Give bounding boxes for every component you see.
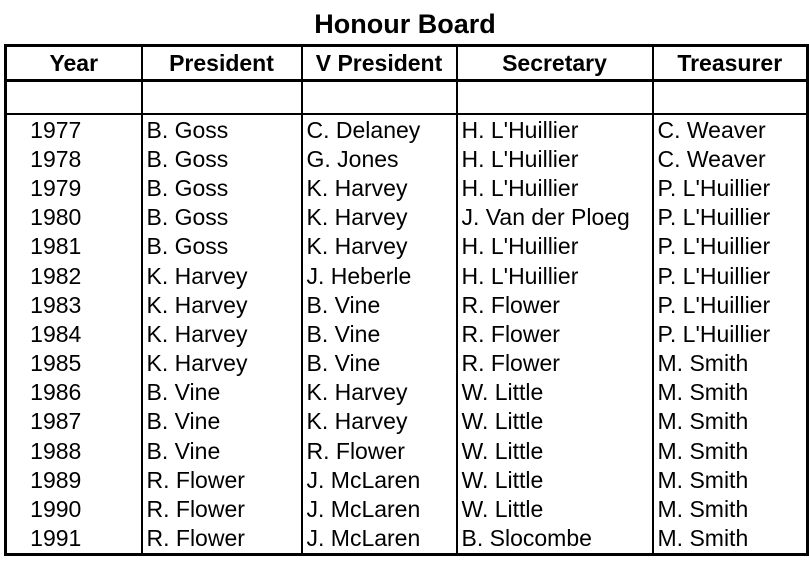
president-cell: B. Vine xyxy=(142,407,302,436)
page-title: Honour Board xyxy=(314,9,496,39)
table-row xyxy=(6,319,808,348)
year-cell: 1991 xyxy=(30,525,82,552)
secretary-cell: B. Slocombe xyxy=(457,524,653,555)
empty-cell xyxy=(142,81,302,115)
year-cell: 1990 xyxy=(30,496,82,523)
secretary-cell: J. Van der Ploeg xyxy=(457,203,653,232)
president-cell: B. Goss xyxy=(142,144,302,173)
president-cell: K. Harvey xyxy=(142,261,302,290)
treasurer-cell: M. Smith xyxy=(653,465,808,494)
header-row xyxy=(6,46,808,81)
secretary-cell: R. Flower xyxy=(457,290,653,319)
table-row xyxy=(6,465,808,494)
treasurer-cell: P. L'Huillier xyxy=(653,203,808,232)
treasurer-cell: M. Smith xyxy=(653,378,808,407)
treasurer-cell: P. L'Huillier xyxy=(653,290,808,319)
vice-president-cell: K. Harvey xyxy=(302,232,457,261)
column-header-treasurer: Treasurer xyxy=(653,46,808,81)
secretary-cell: R. Flower xyxy=(457,349,653,378)
secretary-cell: H. L'Huillier xyxy=(457,114,653,144)
table-row xyxy=(6,173,808,202)
secretary-cell: H. L'Huillier xyxy=(457,173,653,202)
year-cell: 1978 xyxy=(30,145,82,172)
president-cell: K. Harvey xyxy=(142,349,302,378)
secretary-cell: R. Flower xyxy=(457,319,653,348)
vice-president-cell: J. McLaren xyxy=(302,524,457,555)
table-row xyxy=(6,114,808,144)
table-row xyxy=(6,494,808,523)
vice-president-cell: G. Jones xyxy=(302,144,457,173)
year-cell: 1989 xyxy=(30,466,82,493)
vice-president-cell: J. Heberle xyxy=(302,261,457,290)
secretary-cell: H. L'Huillier xyxy=(457,261,653,290)
vice-president-cell: K. Harvey xyxy=(302,203,457,232)
vice-president-cell: J. McLaren xyxy=(302,465,457,494)
year-cell: 1983 xyxy=(30,291,82,318)
column-header-year: Year xyxy=(6,46,142,81)
president-cell: B. Vine xyxy=(142,378,302,407)
table-row xyxy=(6,203,808,232)
honour-board-table xyxy=(4,44,809,556)
year-cell: 1979 xyxy=(30,174,82,201)
table-row xyxy=(6,378,808,407)
vice-president-cell: B. Vine xyxy=(302,349,457,378)
year-cell: 1980 xyxy=(30,204,82,231)
president-cell: R. Flower xyxy=(142,494,302,523)
treasurer-cell: P. L'Huillier xyxy=(653,173,808,202)
treasurer-cell: P. L'Huillier xyxy=(653,261,808,290)
year-cell: 1977 xyxy=(30,116,82,143)
treasurer-cell: P. L'Huillier xyxy=(653,232,808,261)
vice-president-cell: K. Harvey xyxy=(302,407,457,436)
president-cell: B. Vine xyxy=(142,436,302,465)
vice-president-cell: J. McLaren xyxy=(302,494,457,523)
column-header-secretary: Secretary xyxy=(457,46,653,81)
empty-cell xyxy=(6,81,142,115)
secretary-cell: W. Little xyxy=(457,378,653,407)
year-cell: 1984 xyxy=(30,320,82,347)
treasurer-cell: M. Smith xyxy=(653,524,808,555)
table-body xyxy=(6,81,808,555)
year-cell: 1985 xyxy=(30,350,82,377)
secretary-cell: H. L'Huillier xyxy=(457,144,653,173)
vice-president-cell: C. Delaney xyxy=(302,114,457,144)
empty-cell xyxy=(302,81,457,115)
treasurer-cell: C. Weaver xyxy=(653,114,808,144)
year-cell: 1988 xyxy=(30,437,82,464)
secretary-cell: W. Little xyxy=(457,465,653,494)
table-row xyxy=(6,349,808,378)
year-cell: 1982 xyxy=(30,262,82,289)
president-cell: R. Flower xyxy=(142,465,302,494)
president-cell: K. Harvey xyxy=(142,319,302,348)
president-cell: B. Goss xyxy=(142,203,302,232)
column-header-president: President xyxy=(142,46,302,81)
treasurer-cell: C. Weaver xyxy=(653,144,808,173)
empty-cell xyxy=(457,81,653,115)
president-cell: K. Harvey xyxy=(142,290,302,319)
year-cell: 1986 xyxy=(30,379,82,406)
treasurer-cell: M. Smith xyxy=(653,349,808,378)
secretary-cell: W. Little xyxy=(457,407,653,436)
president-cell: R. Flower xyxy=(142,524,302,555)
table-row xyxy=(6,436,808,465)
vice-president-cell: B. Vine xyxy=(302,319,457,348)
table-row xyxy=(6,144,808,173)
secretary-cell: W. Little xyxy=(457,436,653,465)
president-cell: B. Goss xyxy=(142,173,302,202)
empty-row xyxy=(6,81,808,115)
empty-cell xyxy=(653,81,808,115)
table-row xyxy=(6,524,808,555)
table-row xyxy=(6,261,808,290)
vice-president-cell: K. Harvey xyxy=(302,378,457,407)
table-row xyxy=(6,407,808,436)
year-cell: 1987 xyxy=(30,408,82,435)
secretary-cell: W. Little xyxy=(457,494,653,523)
treasurer-cell: M. Smith xyxy=(653,407,808,436)
column-header-vice-president: V President xyxy=(302,46,457,81)
year-cell: 1981 xyxy=(30,233,82,260)
table-row xyxy=(6,232,808,261)
vice-president-cell: R. Flower xyxy=(302,436,457,465)
table-row xyxy=(6,290,808,319)
treasurer-cell: M. Smith xyxy=(653,436,808,465)
vice-president-cell: B. Vine xyxy=(302,290,457,319)
vice-president-cell: K. Harvey xyxy=(302,173,457,202)
secretary-cell: H. L'Huillier xyxy=(457,232,653,261)
treasurer-cell: M. Smith xyxy=(653,494,808,523)
president-cell: B. Goss xyxy=(142,114,302,144)
treasurer-cell: P. L'Huillier xyxy=(653,319,808,348)
president-cell: B. Goss xyxy=(142,232,302,261)
